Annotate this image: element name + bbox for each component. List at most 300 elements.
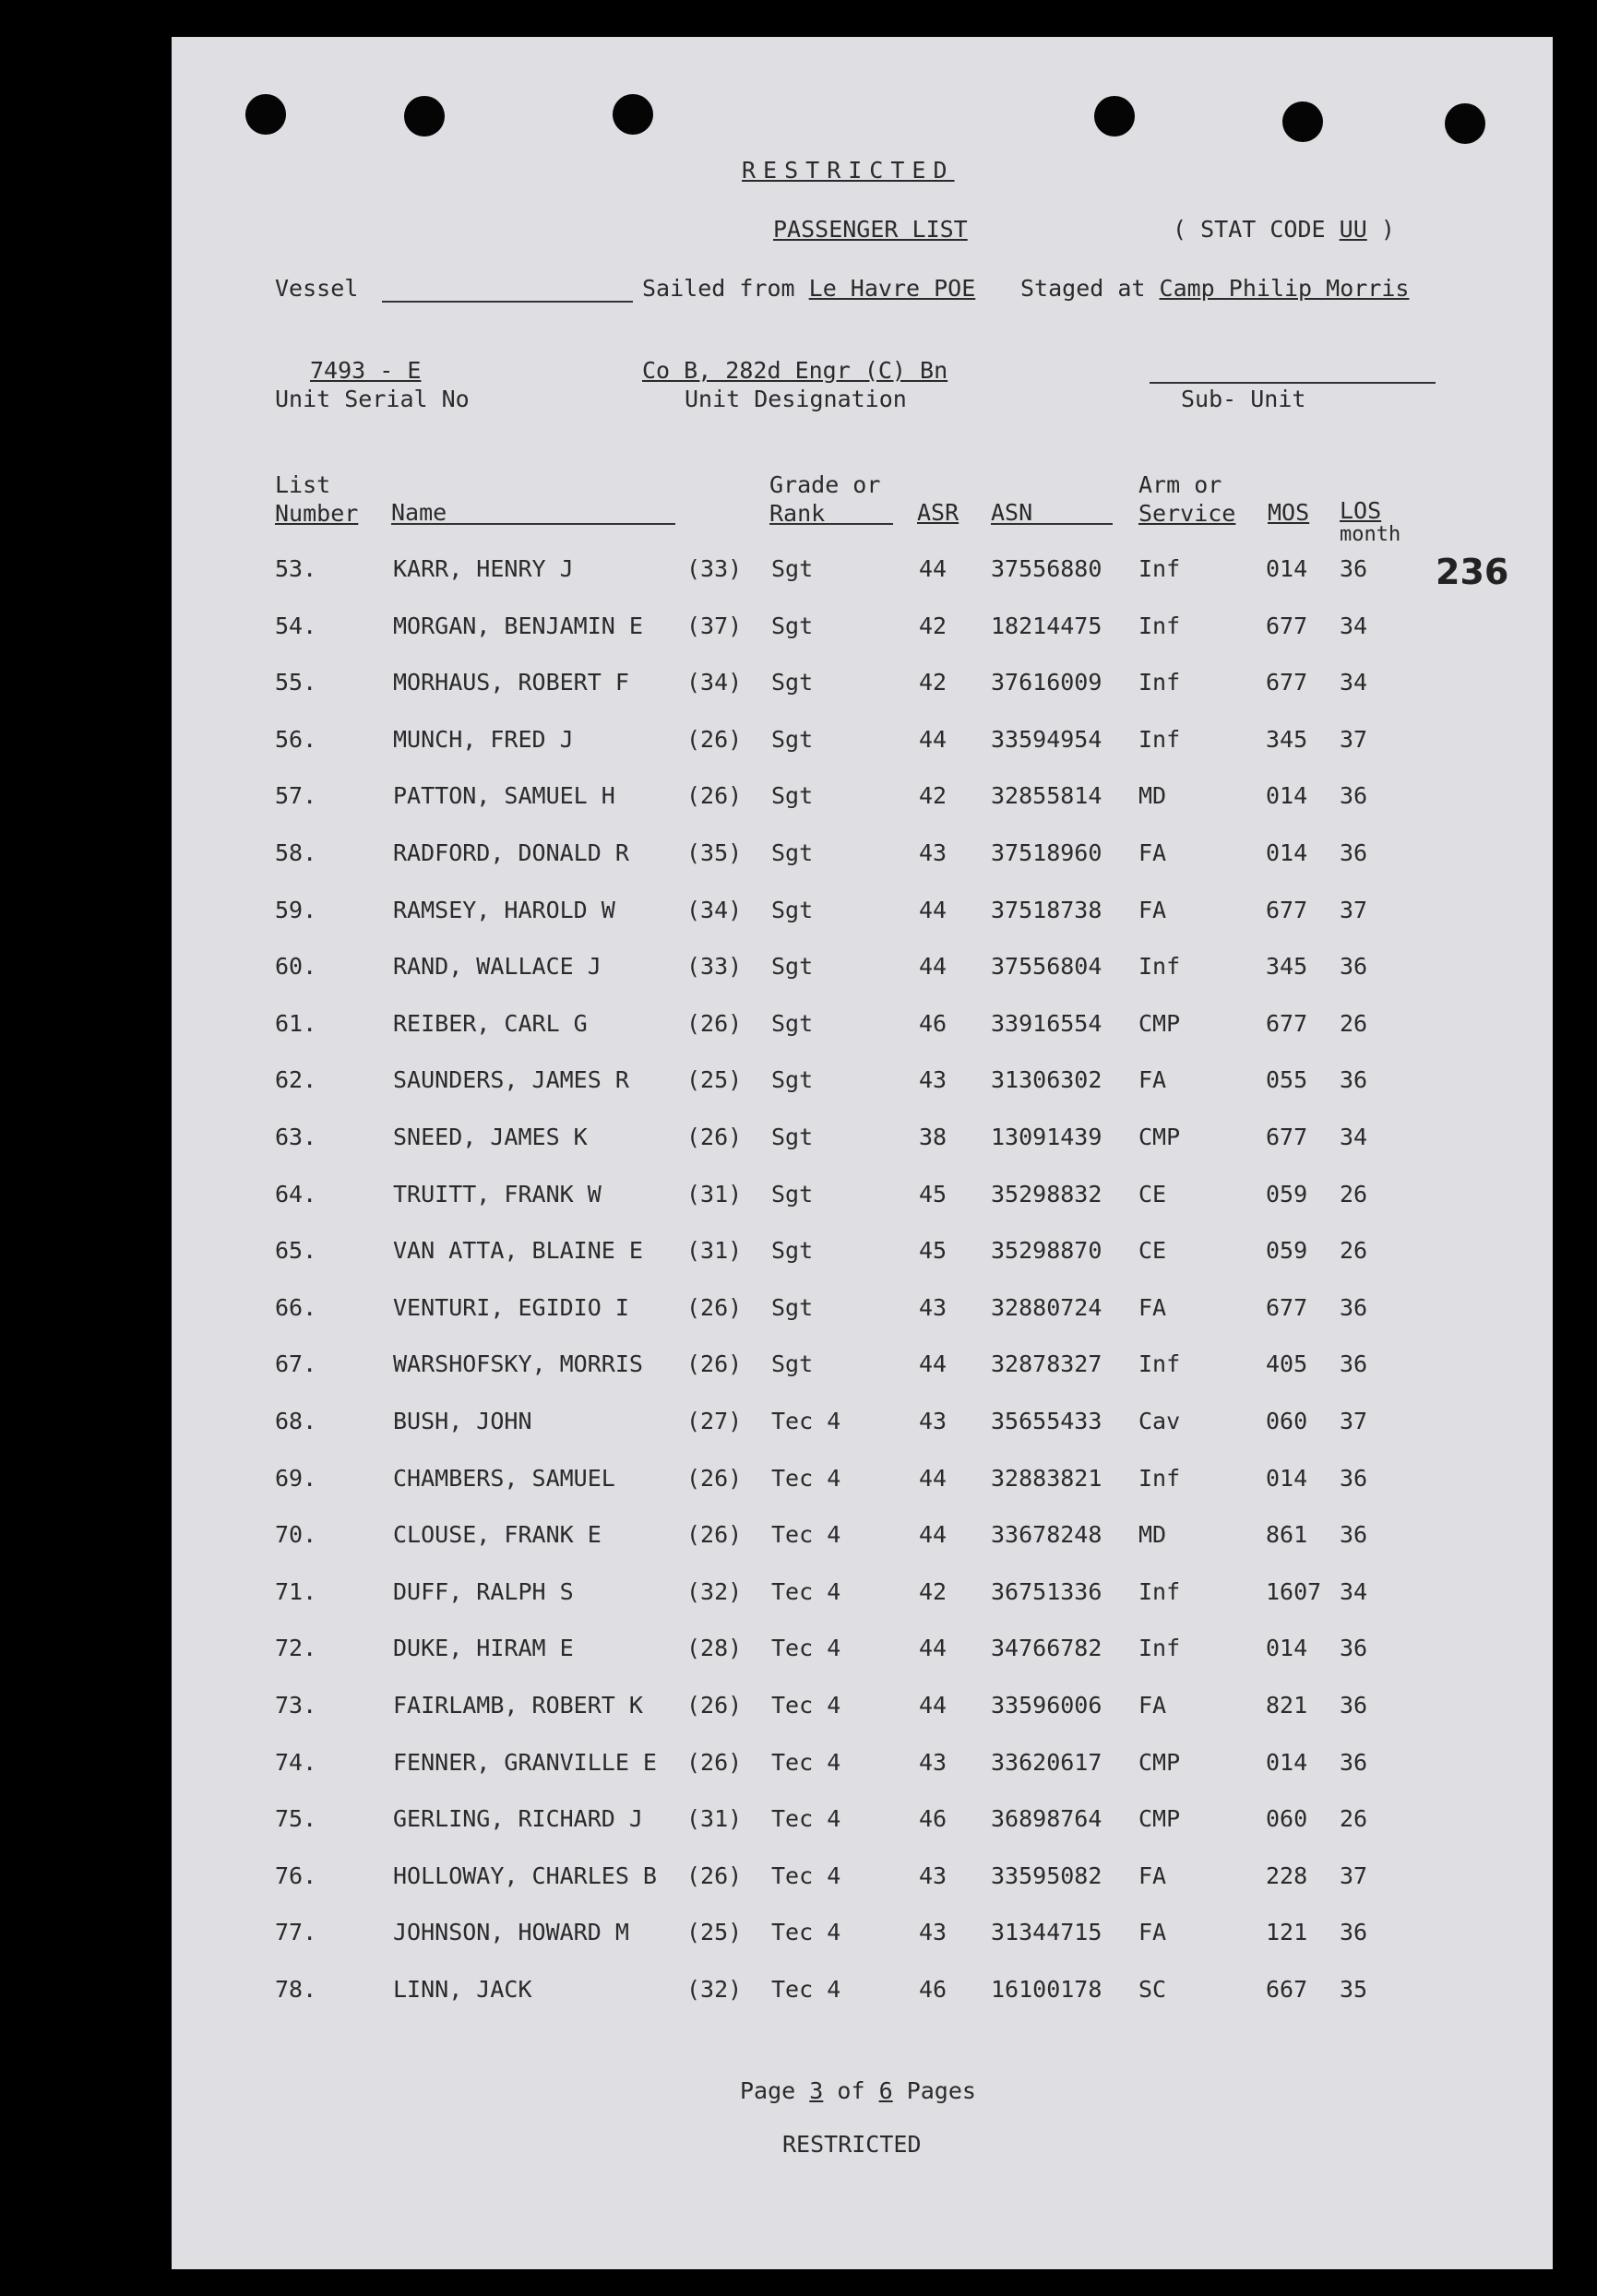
- los-months: 34: [1340, 669, 1368, 696]
- passenger-age: (28): [686, 1635, 743, 1661]
- asn-number: 37556880: [991, 555, 1102, 582]
- arm-service: CMP: [1138, 1010, 1181, 1037]
- passenger-age: (34): [686, 669, 743, 696]
- passenger-age: (26): [686, 1294, 743, 1321]
- mos-code: 405: [1266, 1350, 1308, 1377]
- passenger-name: BUSH, JOHN: [393, 1408, 532, 1434]
- staged-value: Camp Philip Morris: [1159, 275, 1410, 302]
- passenger-age: (32): [686, 1976, 743, 2003]
- table-row: [172, 839, 1553, 876]
- asn-number: 32883821: [991, 1465, 1102, 1492]
- table-row: [172, 1237, 1553, 1274]
- asn-number: 33678248: [991, 1521, 1102, 1548]
- list-number: 68.: [275, 1408, 317, 1434]
- passenger-name: FENNER, GRANVILLE E: [393, 1749, 657, 1776]
- asn-number: 37616009: [991, 669, 1102, 696]
- los-months: 36: [1340, 1066, 1368, 1093]
- col-asn: ASN: [991, 499, 1033, 526]
- passenger-name: DUKE, HIRAM E: [393, 1635, 574, 1661]
- los-months: 36: [1340, 1692, 1368, 1719]
- asn-number: 16100178: [991, 1976, 1102, 2003]
- arm-service: FA: [1138, 1919, 1167, 1945]
- list-number: 73.: [275, 1692, 317, 1719]
- mos-code: 677: [1266, 613, 1308, 639]
- asr-score: 42: [919, 669, 947, 696]
- asr-score: 46: [919, 1976, 947, 2003]
- mos-code: 014: [1266, 1635, 1308, 1661]
- classification-header: RESTRICTED: [742, 157, 955, 184]
- los-months: 36: [1340, 1294, 1368, 1321]
- asr-score: 44: [919, 1692, 947, 1719]
- table-row: [172, 613, 1553, 649]
- list-number: 56.: [275, 726, 317, 753]
- los-months: 36: [1340, 1350, 1368, 1377]
- table-row: [172, 782, 1553, 819]
- asr-score: 44: [919, 897, 947, 923]
- passenger-name: CHAMBERS, SAMUEL: [393, 1465, 615, 1492]
- table-row: [172, 1124, 1553, 1160]
- grade-underline: [769, 523, 893, 525]
- list-number: 59.: [275, 897, 317, 923]
- stat-code: [1173, 216, 1395, 243]
- arm-service: Inf: [1138, 726, 1181, 753]
- grade-rank: Sgt: [771, 1294, 814, 1321]
- grade-rank: Tec 4: [771, 1749, 841, 1776]
- asn-number: 37518960: [991, 839, 1102, 866]
- passenger-age: (33): [686, 555, 743, 582]
- mos-code: 060: [1266, 1805, 1308, 1832]
- passenger-age: (26): [686, 1521, 743, 1548]
- mos-code: 014: [1266, 782, 1308, 809]
- grade-rank: Sgt: [771, 669, 814, 696]
- grade-rank: Sgt: [771, 897, 814, 923]
- passenger-age: (26): [686, 1010, 743, 1037]
- grade-rank: Sgt: [771, 1181, 814, 1207]
- table-row: [172, 1465, 1553, 1502]
- arm-service: Inf: [1138, 1350, 1181, 1377]
- stat-code-close: ): [1380, 216, 1395, 243]
- passenger-name: RAMSEY, HAROLD W: [393, 897, 615, 923]
- list-number: 66.: [275, 1294, 317, 1321]
- sailed-from: [642, 275, 975, 302]
- stat-code-label: ( STAT CODE: [1173, 216, 1326, 243]
- asn-number: 37556804: [991, 953, 1102, 980]
- grade-rank: Tec 4: [771, 1578, 841, 1605]
- grade-rank: Sgt: [771, 1237, 814, 1264]
- mos-code: 228: [1266, 1862, 1308, 1889]
- asn-number: 36751336: [991, 1578, 1102, 1605]
- grade-rank: Tec 4: [771, 1976, 841, 2003]
- page-footer: Page 3 of 6 Pages: [740, 2077, 976, 2104]
- arm-service: Inf: [1138, 669, 1181, 696]
- table-row: [172, 555, 1553, 592]
- mos-code: 014: [1266, 555, 1308, 582]
- passenger-age: (31): [686, 1237, 743, 1264]
- passenger-age: (31): [686, 1181, 743, 1207]
- asr-score: 42: [919, 613, 947, 639]
- asr-score: 42: [919, 1578, 947, 1605]
- asr-score: 43: [919, 1408, 947, 1434]
- list-number: 55.: [275, 669, 317, 696]
- passenger-name: RADFORD, DONALD R: [393, 839, 629, 866]
- mos-code: 014: [1266, 1749, 1308, 1776]
- asr-score: 43: [919, 839, 947, 866]
- arm-service: CMP: [1138, 1124, 1181, 1150]
- passenger-name: MUNCH, FRED J: [393, 726, 574, 753]
- asr-score: 46: [919, 1010, 947, 1037]
- asn-number: 31344715: [991, 1919, 1102, 1945]
- arm-service: CE: [1138, 1181, 1167, 1207]
- asn-number: 34766782: [991, 1635, 1102, 1661]
- asr-score: 44: [919, 726, 947, 753]
- punch-hole: [245, 94, 286, 135]
- asn-number: 33916554: [991, 1010, 1102, 1037]
- arm-service: MD: [1138, 782, 1167, 809]
- passenger-name: HOLLOWAY, CHARLES B: [393, 1862, 657, 1889]
- punch-hole: [1445, 103, 1485, 144]
- list-number: 60.: [275, 953, 317, 980]
- arm-service: CE: [1138, 1237, 1167, 1264]
- arm-service: Inf: [1138, 555, 1181, 582]
- arm-service: Cav: [1138, 1408, 1181, 1434]
- los-months: 34: [1340, 613, 1368, 639]
- mos-code: 1607: [1266, 1578, 1322, 1605]
- punch-hole: [1282, 101, 1323, 142]
- grade-rank: Sgt: [771, 1066, 814, 1093]
- passenger-age: (27): [686, 1408, 743, 1434]
- table-row: [172, 1749, 1553, 1786]
- passenger-name: MORHAUS, ROBERT F: [393, 669, 629, 696]
- staged-label: Staged at: [1020, 275, 1146, 302]
- los-months: 34: [1340, 1124, 1368, 1150]
- asn-number: 18214475: [991, 613, 1102, 639]
- asn-number: 35298870: [991, 1237, 1102, 1264]
- grade-rank: Sgt: [771, 555, 814, 582]
- asn-number: 37518738: [991, 897, 1102, 923]
- los-months: 36: [1340, 839, 1368, 866]
- grade-rank: Sgt: [771, 1010, 814, 1037]
- asr-score: 44: [919, 1635, 947, 1661]
- arm-service: MD: [1138, 1521, 1167, 1548]
- asn-number: 36898764: [991, 1805, 1102, 1832]
- col-arm: Arm or Service: [1138, 471, 1236, 527]
- passenger-name: PATTON, SAMUEL H: [393, 782, 615, 809]
- list-number: 71.: [275, 1578, 317, 1605]
- asn-underline: [991, 523, 1113, 525]
- passenger-name: VAN ATTA, BLAINE E: [393, 1237, 643, 1264]
- los-months: 36: [1340, 1465, 1368, 1492]
- list-number: 58.: [275, 839, 317, 866]
- los-months: 37: [1340, 1408, 1368, 1434]
- list-number: 74.: [275, 1749, 317, 1776]
- mos-code: 861: [1266, 1521, 1308, 1548]
- arm-service: CMP: [1138, 1749, 1181, 1776]
- los-months: 36: [1340, 1521, 1368, 1548]
- los-months: 36: [1340, 555, 1368, 582]
- grade-rank: Sgt: [771, 726, 814, 753]
- passenger-name: FAIRLAMB, ROBERT K: [393, 1692, 643, 1719]
- staged-at: [1020, 275, 1409, 302]
- asn-number: 35298832: [991, 1181, 1102, 1207]
- name-underline: [391, 523, 675, 525]
- asr-score: 42: [919, 782, 947, 809]
- asn-number: 35655433: [991, 1408, 1102, 1434]
- asr-score: 43: [919, 1862, 947, 1889]
- passenger-name: REIBER, CARL G: [393, 1010, 588, 1037]
- list-number: 69.: [275, 1465, 317, 1492]
- passenger-age: (26): [686, 1749, 743, 1776]
- table-row: [172, 1862, 1553, 1899]
- list-number: 65.: [275, 1237, 317, 1264]
- list-number: 54.: [275, 613, 317, 639]
- los-months: 37: [1340, 897, 1368, 923]
- mos-code: 677: [1266, 1294, 1308, 1321]
- passenger-name: DUFF, RALPH S: [393, 1578, 574, 1605]
- table-row: [172, 1635, 1553, 1671]
- asr-score: 44: [919, 953, 947, 980]
- passenger-list-document: [172, 37, 1553, 2269]
- asr-score: 45: [919, 1181, 947, 1207]
- passenger-name: GERLING, RICHARD J: [393, 1805, 643, 1832]
- passenger-name: WARSHOFSKY, MORRIS: [393, 1350, 643, 1377]
- asr-score: 45: [919, 1237, 947, 1264]
- mos-code: 821: [1266, 1692, 1308, 1719]
- los-months: 36: [1340, 1749, 1368, 1776]
- asn-number: 33594954: [991, 726, 1102, 753]
- vessel-label: Vessel: [275, 275, 359, 302]
- passenger-age: (26): [686, 782, 743, 809]
- mos-code: 677: [1266, 897, 1308, 923]
- grade-rank: Tec 4: [771, 1408, 841, 1434]
- asn-number: 31306302: [991, 1066, 1102, 1093]
- passenger-name: VENTURI, EGIDIO I: [393, 1294, 629, 1321]
- page-stamp: 236: [1436, 552, 1509, 592]
- mos-code: 060: [1266, 1408, 1308, 1434]
- grade-rank: Tec 4: [771, 1521, 841, 1548]
- los-months: 26: [1340, 1181, 1368, 1207]
- mos-code: 667: [1266, 1976, 1308, 2003]
- arm-service: Inf: [1138, 1578, 1181, 1605]
- subunit-blank: [1150, 382, 1436, 384]
- passenger-age: (26): [686, 1124, 743, 1150]
- punch-hole: [404, 96, 445, 137]
- mos-code: 677: [1266, 1010, 1308, 1037]
- los-months: 36: [1340, 782, 1368, 809]
- asn-number: 33620617: [991, 1749, 1102, 1776]
- passenger-age: (25): [686, 1919, 743, 1945]
- passenger-age: (35): [686, 839, 743, 866]
- grade-rank: Tec 4: [771, 1862, 841, 1889]
- table-row: [172, 1350, 1553, 1387]
- table-row: [172, 726, 1553, 763]
- arm-service: Inf: [1138, 953, 1181, 980]
- asr-score: 43: [919, 1066, 947, 1093]
- punch-hole: [1094, 96, 1135, 137]
- passenger-name: JOHNSON, HOWARD M: [393, 1919, 629, 1945]
- arm-service: Inf: [1138, 613, 1181, 639]
- list-number: 72.: [275, 1635, 317, 1661]
- asr-score: 46: [919, 1805, 947, 1832]
- arm-service: FA: [1138, 1066, 1167, 1093]
- passenger-age: (32): [686, 1578, 743, 1605]
- grade-rank: Sgt: [771, 839, 814, 866]
- grade-rank: Sgt: [771, 782, 814, 809]
- asr-score: 44: [919, 1350, 947, 1377]
- table-row: [172, 1066, 1553, 1103]
- classification-footer: RESTRICTED: [782, 2131, 922, 2158]
- grade-rank: Sgt: [771, 1350, 814, 1377]
- unit-serial-label: Unit Serial No: [275, 386, 470, 412]
- asn-number: 13091439: [991, 1124, 1102, 1150]
- table-row: [172, 1919, 1553, 1956]
- los-months: 36: [1340, 953, 1368, 980]
- passenger-age: (26): [686, 1350, 743, 1377]
- mos-code: 677: [1266, 1124, 1308, 1150]
- col-name: Name: [391, 499, 447, 526]
- col-grade: Grade or Rank: [769, 471, 881, 527]
- los-months: 36: [1340, 1919, 1368, 1945]
- asn-number: 32880724: [991, 1294, 1102, 1321]
- mos-code: 014: [1266, 1465, 1308, 1492]
- table-row: [172, 1692, 1553, 1729]
- arm-service: FA: [1138, 839, 1167, 866]
- arm-service: Inf: [1138, 1465, 1181, 1492]
- grade-rank: Sgt: [771, 953, 814, 980]
- asr-score: 43: [919, 1919, 947, 1945]
- passenger-age: (31): [686, 1805, 743, 1832]
- grade-rank: Tec 4: [771, 1465, 841, 1492]
- arm-service: FA: [1138, 1692, 1167, 1719]
- passenger-name: SAUNDERS, JAMES R: [393, 1066, 629, 1093]
- table-row: [172, 1010, 1553, 1047]
- arm-service: CMP: [1138, 1805, 1181, 1832]
- los-months: 26: [1340, 1010, 1368, 1037]
- passenger-name: MORGAN, BENJAMIN E: [393, 613, 643, 639]
- table-row: [172, 1805, 1553, 1842]
- passenger-age: (33): [686, 953, 743, 980]
- mos-code: 345: [1266, 726, 1308, 753]
- asr-score: 43: [919, 1294, 947, 1321]
- table-row: [172, 1521, 1553, 1558]
- table-row: [172, 669, 1553, 706]
- arm-service: Inf: [1138, 1635, 1181, 1661]
- los-months: 34: [1340, 1578, 1368, 1605]
- los-months: 26: [1340, 1237, 1368, 1264]
- asr-score: 44: [919, 1465, 947, 1492]
- passenger-age: (37): [686, 613, 743, 639]
- grade-rank: Tec 4: [771, 1692, 841, 1719]
- grade-rank: Tec 4: [771, 1805, 841, 1832]
- passenger-name: KARR, HENRY J: [393, 555, 574, 582]
- passenger-name: LINN, JACK: [393, 1976, 532, 2003]
- list-number: 61.: [275, 1010, 317, 1037]
- asn-number: 32855814: [991, 782, 1102, 809]
- asn-number: 32878327: [991, 1350, 1102, 1377]
- unit-designation-label: Unit Designation: [685, 386, 907, 412]
- table-row: [172, 953, 1553, 990]
- document-title: PASSENGER LIST: [773, 216, 968, 243]
- mos-code: 059: [1266, 1181, 1308, 1207]
- grade-rank: Sgt: [771, 613, 814, 639]
- list-number: 62.: [275, 1066, 317, 1093]
- table-row: [172, 897, 1553, 934]
- asr-score: 43: [919, 1749, 947, 1776]
- col-asr: ASR: [917, 499, 959, 526]
- los-months: 26: [1340, 1805, 1368, 1832]
- list-number: 76.: [275, 1862, 317, 1889]
- passenger-age: (26): [686, 726, 743, 753]
- los-months: 36: [1340, 1635, 1368, 1661]
- los-months: 37: [1340, 1862, 1368, 1889]
- table-row: [172, 1976, 1553, 2013]
- mos-code: 121: [1266, 1919, 1308, 1945]
- list-number: 67.: [275, 1350, 317, 1377]
- list-number: 77.: [275, 1919, 317, 1945]
- col-los: LOS month: [1340, 497, 1401, 546]
- unit-serial-value: 7493 - E: [310, 357, 422, 384]
- passenger-age: (26): [686, 1692, 743, 1719]
- asr-score: 38: [919, 1124, 947, 1150]
- passenger-age: (26): [686, 1465, 743, 1492]
- arm-service: FA: [1138, 1294, 1167, 1321]
- passenger-name: TRUITT, FRANK W: [393, 1181, 602, 1207]
- passenger-name: CLOUSE, FRANK E: [393, 1521, 602, 1548]
- mos-code: 055: [1266, 1066, 1308, 1093]
- unit-designation-value: Co B, 282d Engr (C) Bn: [642, 357, 948, 384]
- asr-score: 44: [919, 555, 947, 582]
- stat-code-value: UU: [1339, 216, 1367, 243]
- list-number: 78.: [275, 1976, 317, 2003]
- list-number: 57.: [275, 782, 317, 809]
- los-months: 35: [1340, 1976, 1368, 2003]
- mos-code: 345: [1266, 953, 1308, 980]
- table-row: [172, 1294, 1553, 1331]
- arm-service: FA: [1138, 897, 1167, 923]
- asr-score: 44: [919, 1521, 947, 1548]
- col-list-number: List Number: [275, 471, 359, 527]
- mos-code: 059: [1266, 1237, 1308, 1264]
- passenger-name: RAND, WALLACE J: [393, 953, 602, 980]
- sailed-label: Sailed from: [642, 275, 795, 302]
- vessel-blank: [382, 301, 633, 303]
- mos-code: 014: [1266, 839, 1308, 866]
- grade-rank: Tec 4: [771, 1635, 841, 1661]
- subunit-label: Sub- Unit: [1181, 386, 1306, 412]
- arm-service: SC: [1138, 1976, 1167, 2003]
- sailed-value: Le Havre POE: [808, 275, 976, 302]
- list-number: 75.: [275, 1805, 317, 1832]
- table-row: [172, 1578, 1553, 1615]
- los-months: 37: [1340, 726, 1368, 753]
- table-row: [172, 1408, 1553, 1445]
- passenger-age: (26): [686, 1862, 743, 1889]
- passenger-age: (34): [686, 897, 743, 923]
- passenger-name: SNEED, JAMES K: [393, 1124, 588, 1150]
- mos-code: 677: [1266, 669, 1308, 696]
- list-number: 64.: [275, 1181, 317, 1207]
- col-mos: MOS: [1268, 499, 1310, 526]
- list-number: 63.: [275, 1124, 317, 1150]
- asn-number: 33596006: [991, 1692, 1102, 1719]
- asn-number: 33595082: [991, 1862, 1102, 1889]
- list-number: 53.: [275, 555, 317, 582]
- grade-rank: Tec 4: [771, 1919, 841, 1945]
- table-row: [172, 1181, 1553, 1218]
- list-number: 70.: [275, 1521, 317, 1548]
- punch-hole: [613, 94, 653, 135]
- grade-rank: Sgt: [771, 1124, 814, 1150]
- passenger-age: (25): [686, 1066, 743, 1093]
